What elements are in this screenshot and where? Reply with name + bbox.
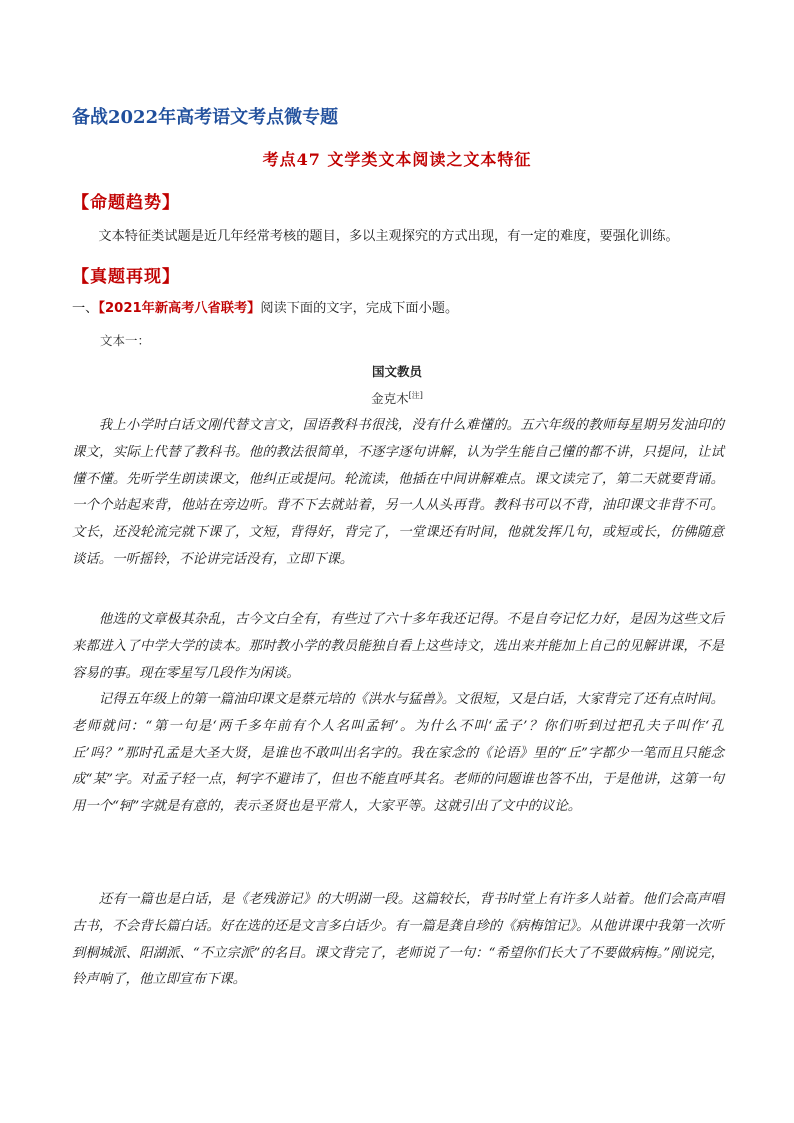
question-instruction: 阅读下面的文字，完成下面小题。 <box>260 301 459 316</box>
essay-paragraph: 他选的文章极其杂乱，古今文白全有，有些过了六十多年我还记得。不是自夸记忆力好，是因为这些文后来都进入了中学大学的读本。那时教小学的教员能独自看上这些诗文，选出来并能加上自己的见解讲课，不是容易的事。现在零星写几段作为闲谈。 <box>72 612 724 681</box>
series-title: 备战2022年高考语文考点微专题 <box>72 107 339 128</box>
question-source: 【2021年新高考八省联考】 <box>98 301 261 316</box>
author-name: 金克木 <box>371 391 409 406</box>
trend-text: 文本特征类试题是近几年经常考核的题目，多以主观探究的方式出现，有一定的难度，要强化训练。 <box>98 229 679 244</box>
text-label: 文本一： <box>100 333 151 348</box>
question-intro <box>72 299 724 318</box>
main-title: 考点47 文学类文本阅读之文本特征 <box>262 150 532 169</box>
essay-title: 国文教员 <box>371 364 422 379</box>
essay-paragraph: 我上小学时白话文刚代替文言文，国语教科书很浅，没有什么难懂的。五六年级的教师每星期另发油印的课文，实际上代替了教科书。他的教法很简单，不逐字逐句讲解，认为学生能自己懂的都不讲，只提问，让试懂不懂。先听学生朗读课文，他纠正或提问。轮流读，他插在中间讲解难点。课文读完了，第二天就要背诵。一个个站起来背，他站在旁边听。背不下去就站着，另一人从头再背。教科书可以不背，油印课文非背不可。文长，还没轮流完就下课了，文短，背得好，背完了，一堂课还有时间，他就发挥几句，或短或长，仿佛随意谈话。一听摇铃，不论讲完话没有，立即下课。 <box>72 418 724 567</box>
essay-paragraph: 还有一篇也是白话，是《老残游记》的大明湖一段。这篇较长，背书时堂上有许多人站着。他们会高声唱古书，不会背长篇白话。好在选的还是文言多白话少。有一篇是龚自珍的《病梅馆记》。从他讲课中我第一次听到桐城派、阳湖派、“不立宗派”的名目。课文背完了，老师说了一句：“希望你们长大了不要做病梅。”刚说完，铃声响了，他立即宣布下课。 <box>72 892 724 988</box>
essay-author <box>0 389 794 407</box>
essay-paragraph: 记得五年级上的第一篇油印课文是蔡元培的《洪水与猛兽》。文很短，又是白话，大家背完了还有点时间。老师就问：“第一句是‘两千多年前有个人名叫孟轲’。为什么不叫‘孟子’？你们听到过把孔夫子叫作‘孔丘’吗？”那时孔孟是大圣大贤，是谁也不敢叫出名字的。我在家念的《论语》里的“丘”字都少一笔而且只能念成“某”字。对孟子轻一点，轲字不避讳了，但也不能直呼其名。老师的问题谁也答不出，于是他讲，这第一句用一个“轲”字就是有意的，表示圣贤也是平常人，大家平等。这就引出了文中的议论。 <box>72 692 724 815</box>
author-note: [注] <box>408 390 423 400</box>
question-prefix: 一、 <box>72 301 99 316</box>
real-questions-heading: 【真题再现】 <box>72 267 180 287</box>
trend-heading: 【命题趋势】 <box>72 193 180 213</box>
